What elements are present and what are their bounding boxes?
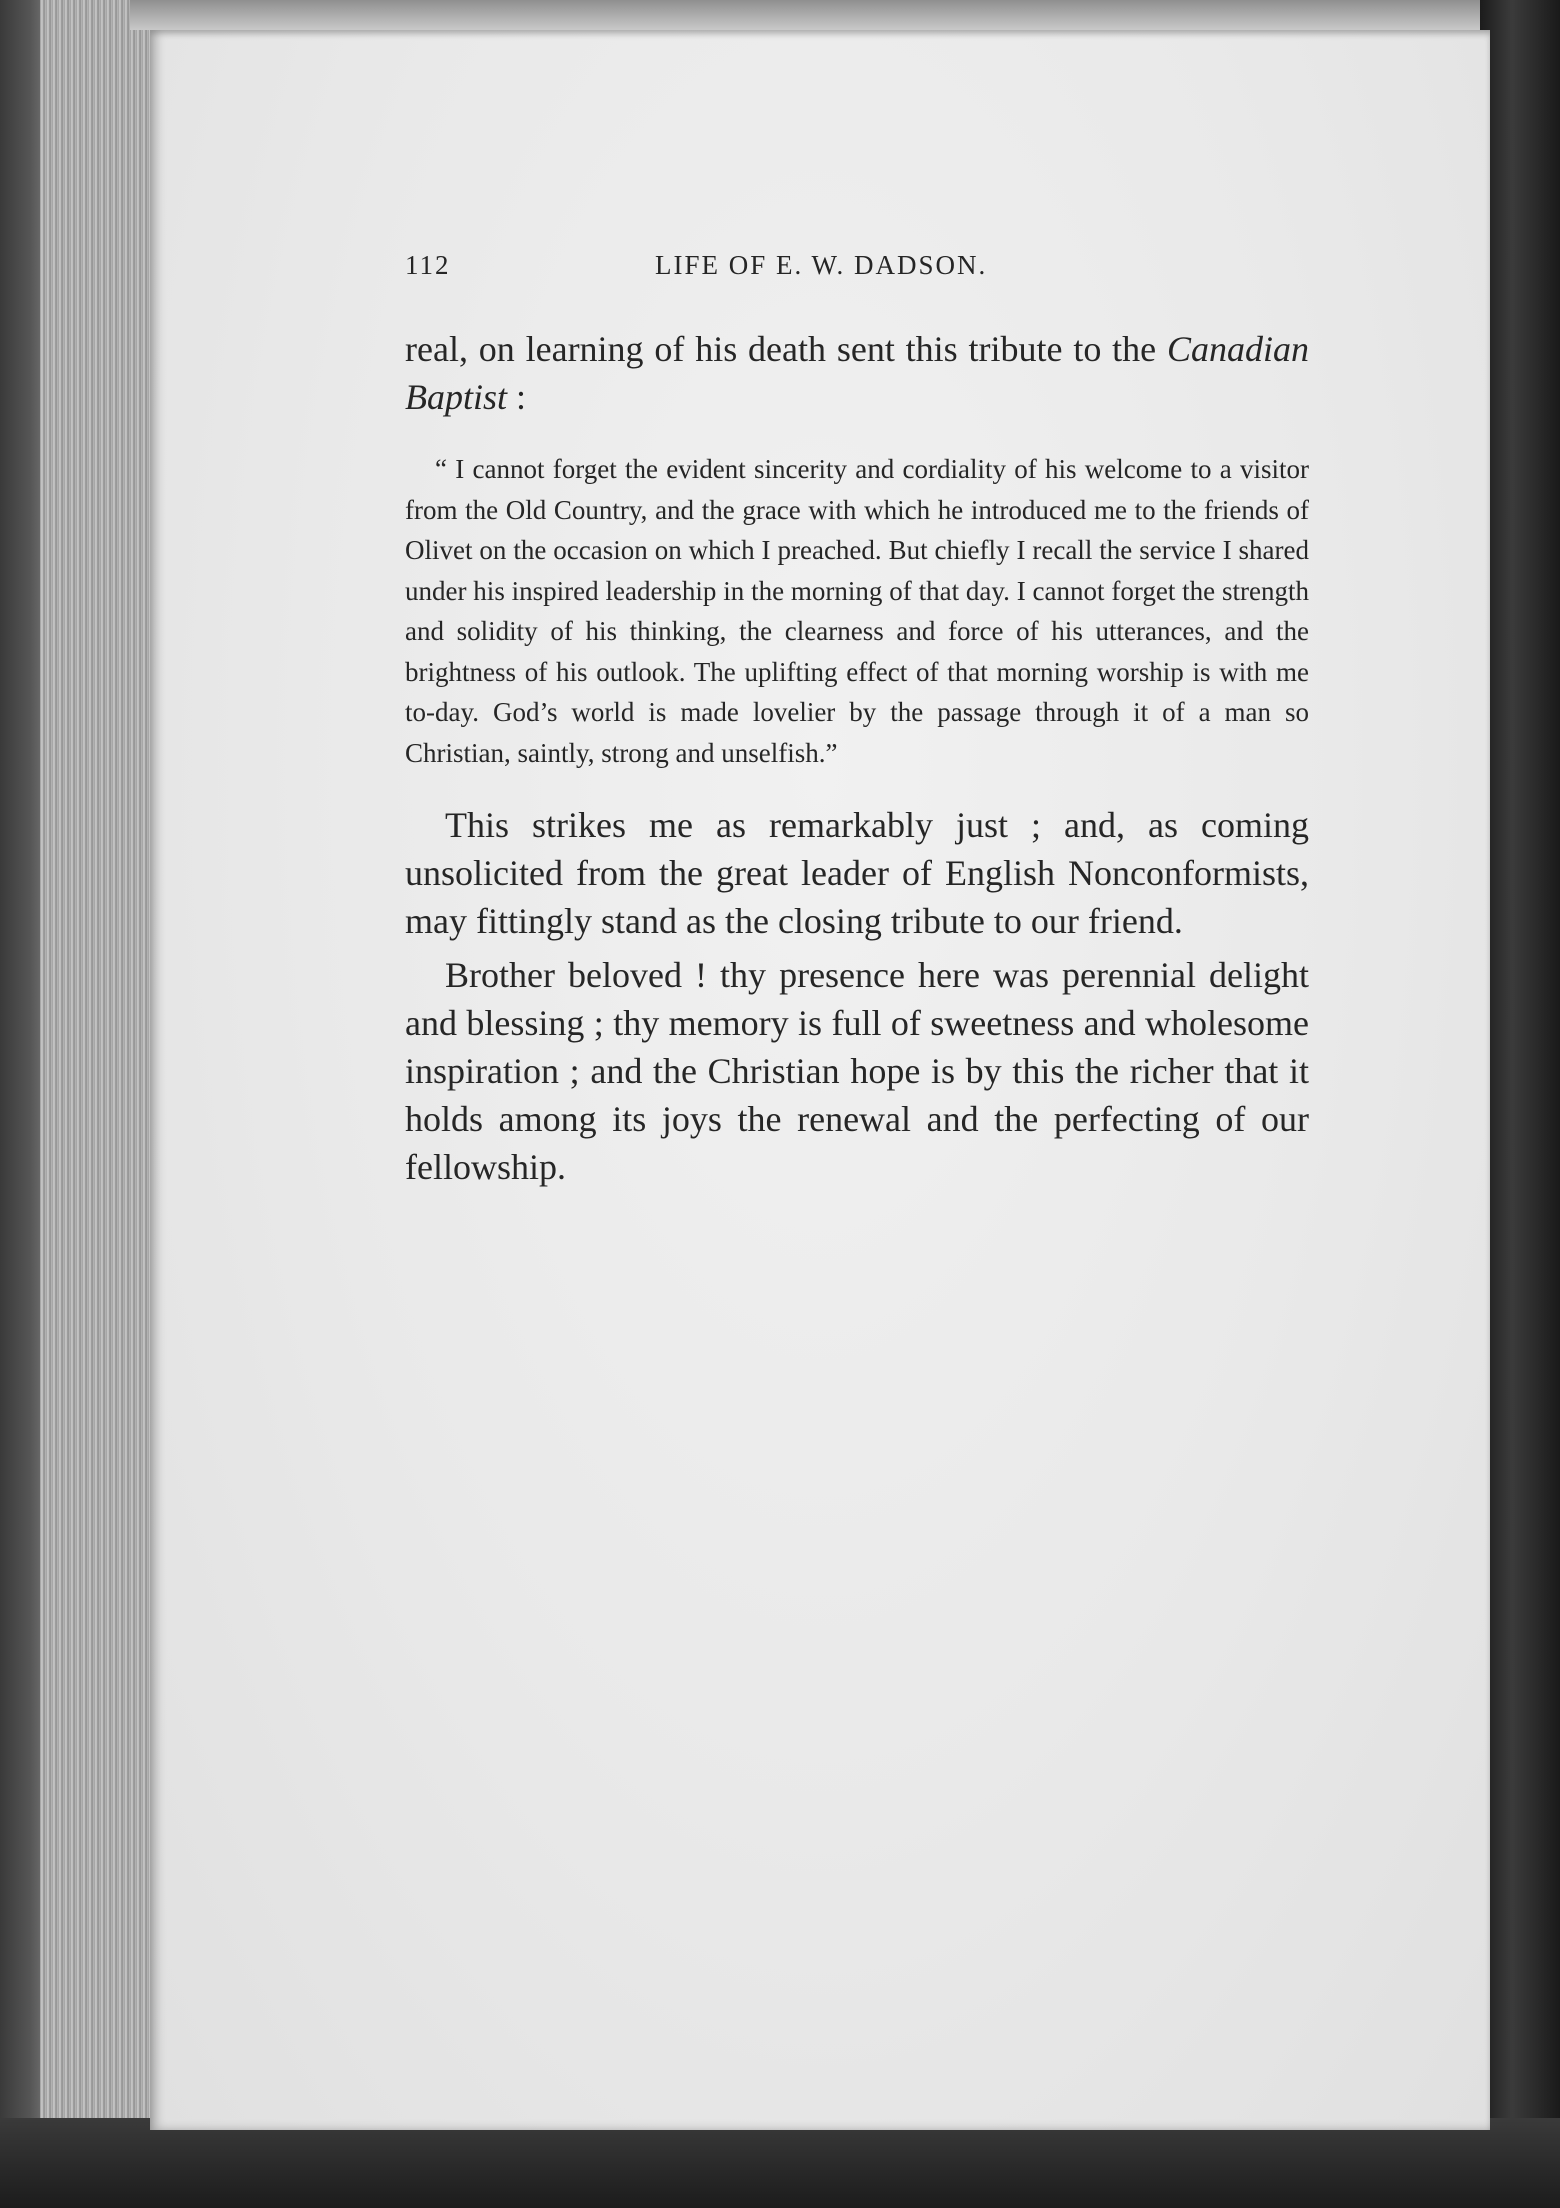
body-text bbox=[405, 325, 1309, 1191]
publication-title: Canadian Baptist bbox=[405, 329, 1309, 417]
opening-colon: : bbox=[507, 377, 527, 417]
paragraph-2: Brother beloved ! thy presence here was perennial delight and blessing ; thy memory is full of sweetness and wholesome inspiration ; and the Christian hope is by this the richer that it holds among its joys the renewal and the perfecting of our fellowship. bbox=[405, 955, 1309, 1187]
block-quote: “ I cannot forget the evident sincerity and cordiality of his welcome to a visitor from the Old Country, and the grace with which he introduced me to the friends of Olivet on the occasion on which I preached. But chiefly I recall the service I shared under his inspired leadership in the morning of that day. I cannot forget the strength and solidity of his thinking, the clearness and force of his utterances, and the brightness of his outlook. The uplifting effect of that morning worship is with me to-day. God’s world is made lovelier by the passage through it of a man so Christian, saintly, strong and unselfish.” bbox=[405, 454, 1309, 768]
scan-bottom-border bbox=[0, 2118, 1560, 2208]
paragraph-1: This strikes me as remarkably just ; and, as coming unsolicited from the great leader of English Nonconformists, may fittingly stand as the closing tribute to our friend. bbox=[405, 805, 1309, 941]
opening-line: real, on learning of his death sent this tribute to the bbox=[405, 329, 1157, 369]
book-page bbox=[150, 30, 1490, 2130]
scan-right-border bbox=[1480, 0, 1560, 2208]
book-top-edge bbox=[130, 0, 1530, 30]
running-head bbox=[405, 250, 1463, 290]
page-number: 112 bbox=[405, 250, 451, 280]
running-head-title: LIFE OF E. W. DADSON. bbox=[655, 250, 988, 280]
opening-paragraph bbox=[405, 325, 1309, 421]
